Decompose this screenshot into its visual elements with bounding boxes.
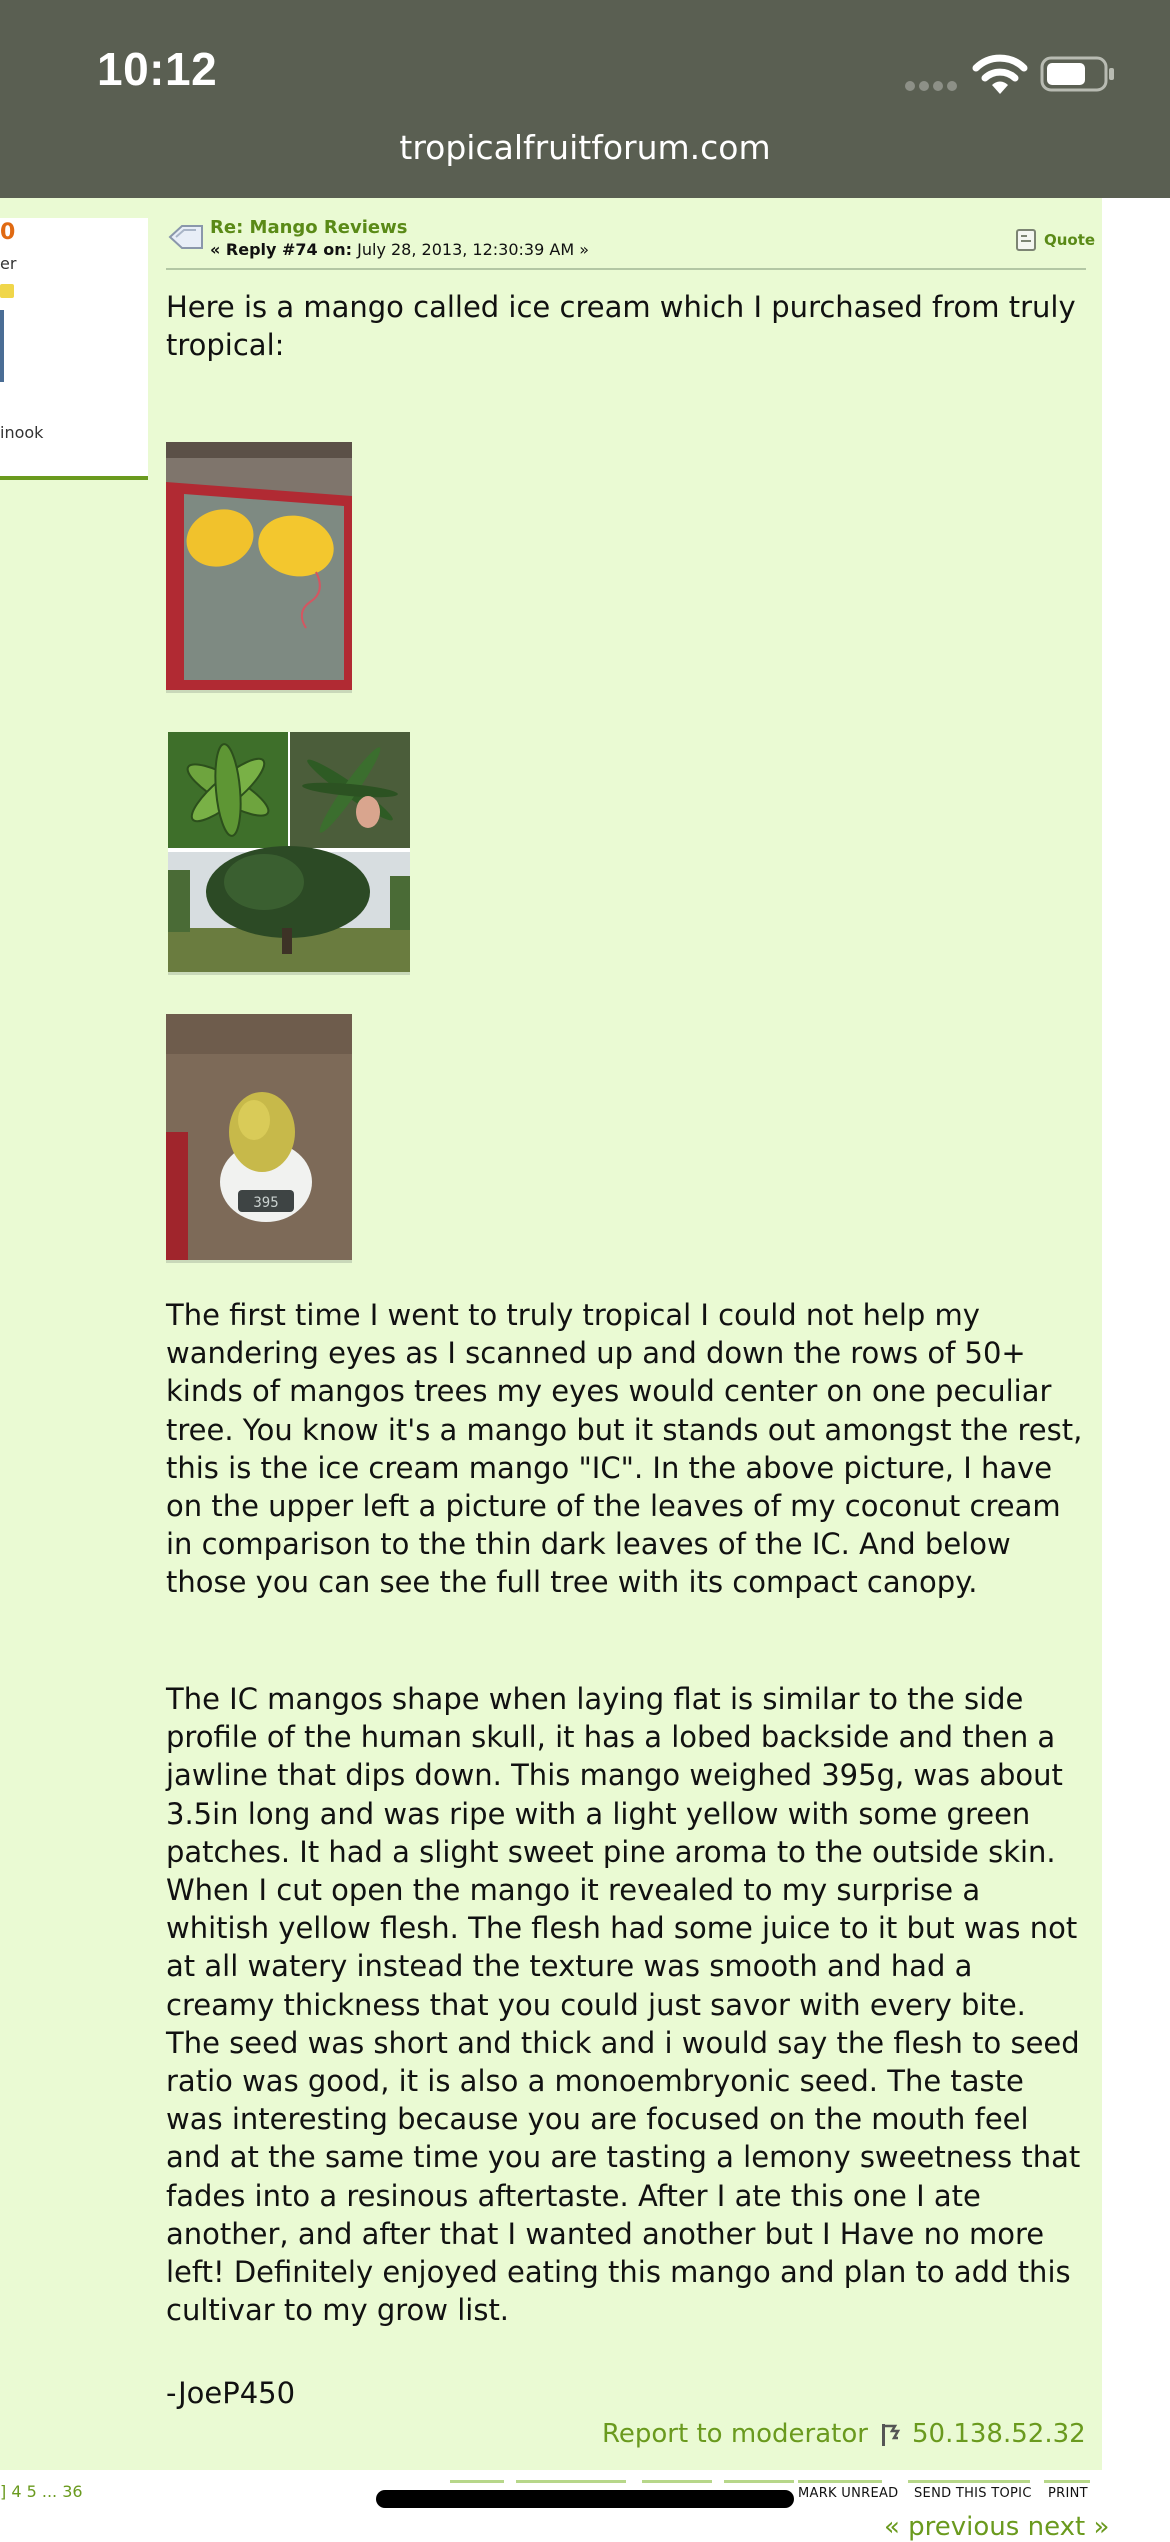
post-meta bbox=[210, 240, 589, 259]
post-paragraph-1: The first time I went to truly tropical I could not help my wandering eyes as I scanned up and down the rows of 50+ kinds of mangos trees my eyes would center on one peculiar tree. You know it's a mango but it stands out amongst the rest, this is the ice cream mango "IC". In the above picture, I have on the upper left a picture of the leaves of my coconut cream in comparison to the thin dark leaves of the IC. And below those you can see the full tree with its compact canopy. bbox=[166, 1298, 1083, 1600]
avatar[interactable] bbox=[0, 310, 4, 382]
poster-ip-address[interactable]: 50.138.52.32 bbox=[912, 2419, 1086, 2449]
leaves-tree-illustration bbox=[168, 732, 410, 972]
mango-on-kitchen-scale-photo[interactable] bbox=[166, 1014, 352, 1260]
post-signature: -JoeP450 bbox=[166, 2376, 296, 2410]
post-intro-text: Here is a mango called ice cream which I purchased from truly tropical: bbox=[166, 290, 1076, 363]
battery-icon bbox=[1040, 56, 1116, 92]
button-bar-border bbox=[908, 2480, 1030, 2483]
poster-location: inook bbox=[0, 423, 44, 442]
button-bar-border bbox=[724, 2480, 794, 2483]
button-bar-border bbox=[642, 2480, 712, 2483]
send-this-topic-button[interactable]: SEND THIS TOPIC bbox=[914, 2486, 1032, 2501]
mango-scale-illustration bbox=[166, 1014, 352, 1260]
button-bar-border bbox=[798, 2480, 882, 2483]
mango-slices-illustration bbox=[166, 442, 352, 690]
poster-post-count: 0 bbox=[0, 220, 16, 245]
mark-unread-button[interactable]: MARK UNREAD bbox=[798, 2486, 899, 2501]
post-header-divider bbox=[166, 268, 1086, 270]
post-paragraph-2: The IC mangos shape when laying flat is similar to the side profile of the human skull, it has a lobed backside and then a jawline that dips down. This mango weighed 395g, was about 3.5in long and was ripe with a light yellow with some green patches. It had a slight sweet pine aroma to the outside skin. When I cut open the mango it revealed to my surprise a whitish yellow flesh. The flesh had some juice to it but was not at all watery instead the texture was smooth and had a creamy thickness that you could just savor with every bite. The seed was short and thick and i would say the flesh to seed ratio was good, it is also a monoembryonic seed. The taste was interesting because you are focused on the mouth feel and at the same time you are tasting a lemony sweetness that fades into a resinous aftertaste. After I ate this one I ate another, and after that I wanted another but I Have no more left! Definitely enjoyed eating this mango and plan to add this cultivar to my grow list. bbox=[166, 1682, 1081, 2328]
print-button[interactable]: PRINT bbox=[1048, 2486, 1088, 2501]
poster-rank: er bbox=[0, 254, 17, 273]
svg-text:395: 395 bbox=[253, 1195, 279, 1211]
post-date: July 28, 2013, 12:30:39 AM » bbox=[357, 240, 589, 259]
button-bar-border bbox=[450, 2480, 504, 2483]
poster-info-panel bbox=[0, 218, 148, 480]
reply-number: « Reply #74 on: bbox=[210, 240, 353, 259]
button-bar-border bbox=[1044, 2480, 1090, 2483]
status-time: 10:12 bbox=[97, 43, 218, 95]
quote-label: Quote bbox=[1044, 231, 1096, 249]
mango-leaves-and-tree-collage[interactable] bbox=[168, 732, 410, 972]
wifi-icon bbox=[972, 54, 1028, 96]
home-indicator[interactable] bbox=[376, 2490, 794, 2508]
browser-top-bar bbox=[0, 0, 1170, 198]
url-bar[interactable]: tropicalfruitforum.com bbox=[399, 128, 771, 167]
button-bar-border bbox=[516, 2480, 626, 2483]
previous-next-links[interactable]: « previous next » bbox=[884, 2512, 1110, 2542]
ip-address-icon bbox=[880, 2422, 904, 2448]
quote-icon bbox=[1016, 229, 1036, 251]
post-title-link[interactable]: Re: Mango Reviews bbox=[210, 217, 408, 238]
sliced-mango-halves-photo[interactable] bbox=[166, 442, 352, 690]
post-topic-icon bbox=[168, 224, 204, 250]
report-to-moderator-link[interactable]: Report to moderator bbox=[602, 2419, 868, 2449]
page-right-margin bbox=[1102, 198, 1170, 2532]
rank-star-icon bbox=[0, 284, 14, 298]
pagination[interactable]: ] 4 5 ... 36 bbox=[0, 2482, 83, 2501]
quote-button[interactable] bbox=[1016, 229, 1095, 251]
cellular-signal-icon bbox=[903, 78, 959, 94]
